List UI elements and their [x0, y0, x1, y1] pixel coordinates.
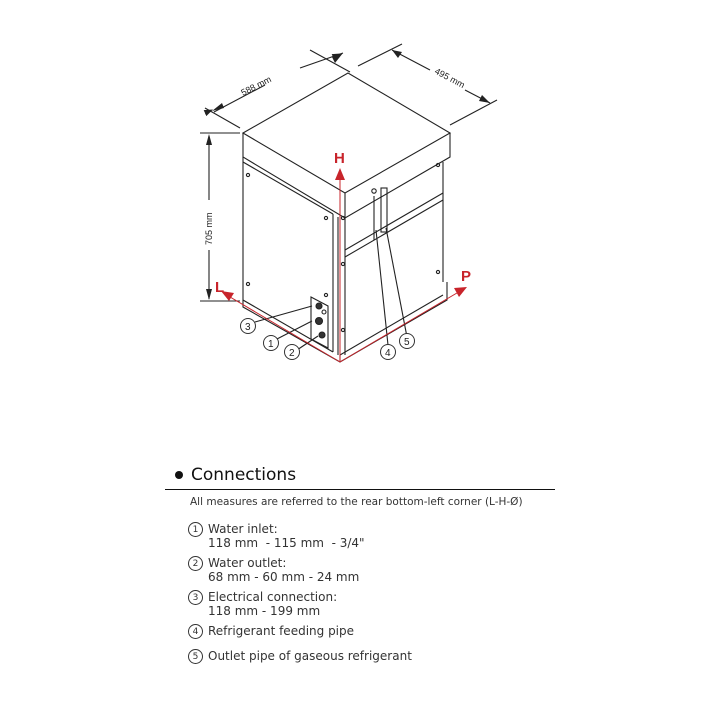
connections-legend	[165, 462, 555, 670]
item-label: Refrigerant feeding pipe	[208, 624, 355, 638]
legend-item-electrical	[188, 590, 555, 618]
section-title: Connections	[191, 465, 297, 485]
section-heading	[165, 462, 555, 488]
callout-5: 5	[404, 337, 410, 348]
item-label: Water inlet:	[208, 522, 278, 536]
number-badge: 3	[188, 590, 203, 605]
depth-dimension: 495 mm	[433, 65, 467, 91]
legend-item-water-inlet	[188, 522, 555, 550]
number-badge: 4	[188, 624, 203, 639]
item-value: 118 mm - 115 mm - 3/4"	[208, 536, 365, 550]
legend-item-refrigerant-outlet	[188, 649, 555, 664]
legend-item-water-outlet	[188, 556, 555, 584]
callout-3: 3	[245, 322, 251, 333]
item-label: Electrical connection:	[208, 590, 338, 604]
axis-h-label: H	[334, 150, 345, 167]
number-badge: 2	[188, 556, 203, 571]
item-label: Water outlet:	[208, 556, 287, 570]
divider	[165, 489, 555, 490]
axis-p-label: P	[461, 268, 472, 285]
axis-l-label: L	[215, 279, 225, 296]
callout-1: 1	[268, 339, 274, 350]
height-dimension: 705 mm	[204, 212, 214, 245]
bullet-icon	[175, 471, 183, 479]
number-badge: 5	[188, 649, 203, 664]
callout-2: 2	[289, 348, 295, 359]
width-dimension: 588 mm	[239, 74, 273, 98]
item-value: 68 mm - 60 mm - 24 mm	[208, 570, 360, 584]
legend-item-refrigerant-feed	[188, 624, 555, 639]
callout-4: 4	[385, 348, 391, 359]
item-value: 118 mm - 199 mm	[208, 604, 321, 618]
number-badge: 1	[188, 522, 203, 537]
item-label: Outlet pipe of gaseous refrigerant	[208, 649, 412, 663]
reference-note: All measures are referred to the rear bottom-left corner (L-H-Ø)	[190, 496, 523, 508]
